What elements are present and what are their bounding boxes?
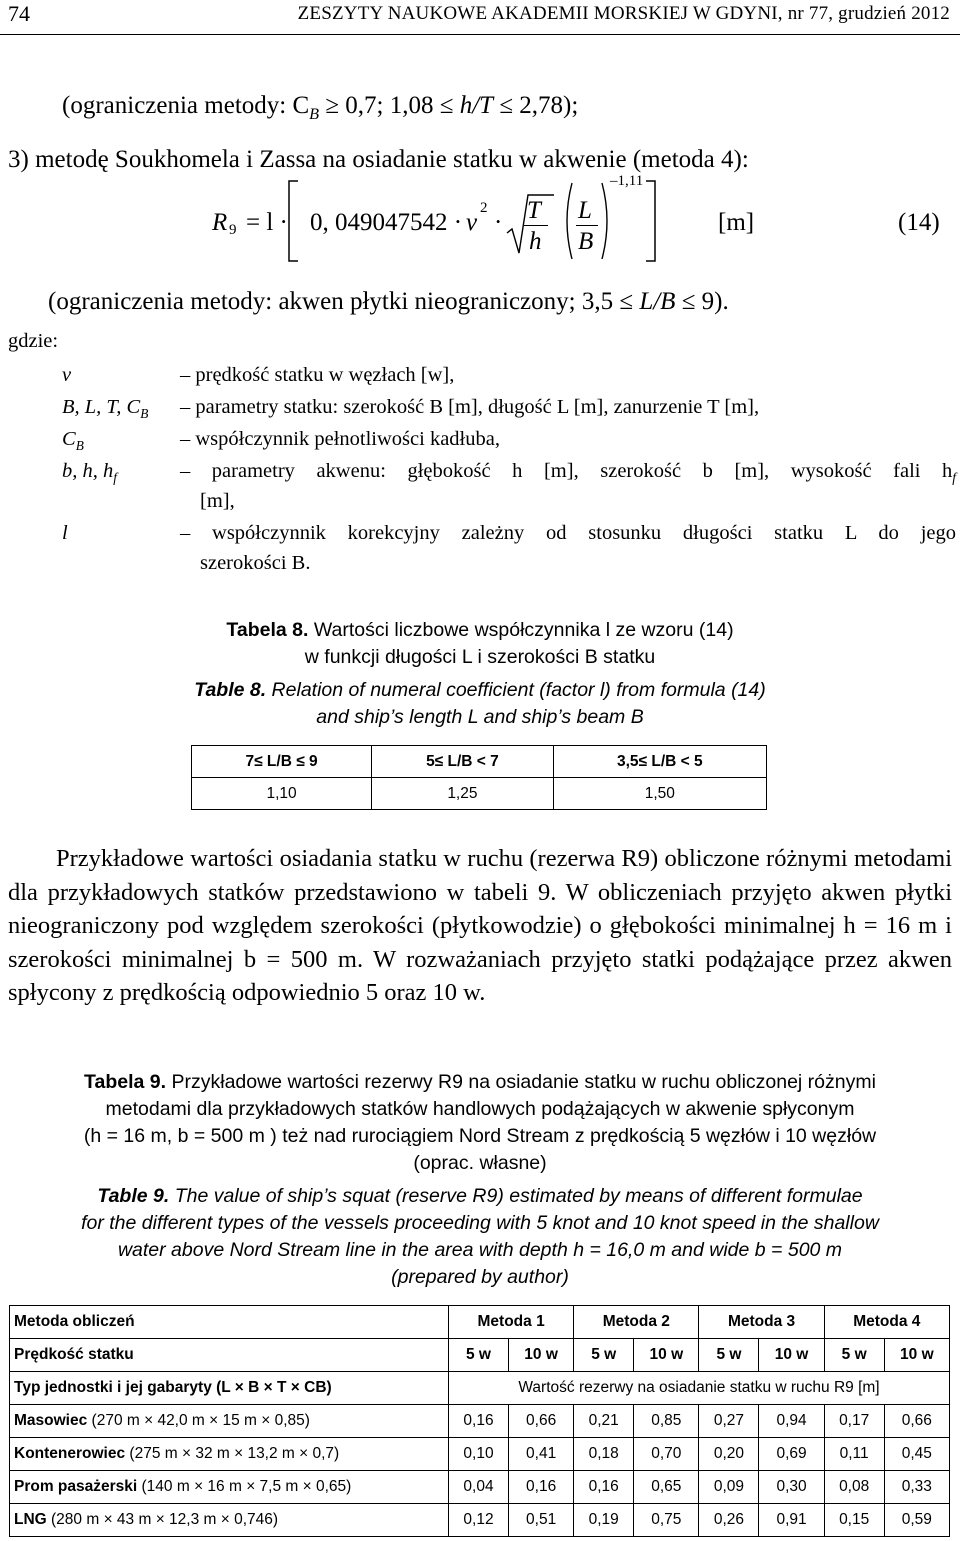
table-header-cell: 10 w [884,1339,949,1372]
formula-lhs-sub: 9 [229,222,237,238]
def-symbol: l [62,522,68,544]
table-cell: 0,51 [508,1504,573,1537]
table8-caption-en-2: and ship’s length L and ship’s beam B [316,706,644,728]
table-cell: 0,27 [699,1405,759,1438]
ratio-denominator: B [578,228,594,255]
table-cell: 0,15 [824,1504,884,1537]
table-cell: 0,69 [759,1438,824,1471]
table-cell: 0,70 [634,1438,699,1471]
table9-caption-pl-4: (oprac. własne) [413,1152,547,1174]
table-header-cell: 5 w [574,1339,634,1372]
table-header-cell: 3,5≤ L/B < 5 [553,746,766,778]
right-paren [600,181,614,261]
table-header-cell: Metoda 4 [824,1306,949,1339]
table-header-cell: Prędkość statku [10,1339,449,1372]
table-cell: 0,10 [449,1438,509,1471]
table-cell: 0,19 [574,1504,634,1537]
constraints-text: (ograniczenia metody: C [62,92,310,119]
table-header-cell: Typ jednostki i jej gabaryty (L × B × T × CB) [10,1372,449,1405]
def-description: – prędkość statku w węzłach [w], [180,364,455,386]
sqrt-fraction-bar [524,225,548,226]
constraints-text: ≤ 2,78); [493,92,579,119]
method-4-intro: 3) metodę Soukhomela i Zassa na osiadanie statku w akwenie (metoda 4): [8,146,749,173]
sqrt-denominator: h [529,228,542,255]
table-row [10,1438,950,1471]
table-9 [9,1305,950,1537]
gdzie-label: gdzie: [8,330,59,352]
lb-ratio: L/B [639,288,676,315]
table-cell: 0,16 [449,1405,509,1438]
table-header-cell: 5 w [824,1339,884,1372]
table8-caption-pl-1: Tabela 8. Wartości liczbowe współczynnika l ze wzoru (14) [226,619,734,641]
def-description: – parametry akwenu: głębokość h [m], szerokość b [m], wysokość fali $h_f$ [180,460,956,486]
table-row-label: Prom pasażerski (140 m × 16 m × 7,5 m × 0,65) [10,1471,449,1504]
table9-caption-pl-2: metodami dla przykładowych statków handlowych podążających w akwenie spłyconym [105,1098,855,1120]
constraints-text: (ograniczenia metody: akwen płytki nieograniczony; 3,5 ≤ [48,288,640,315]
formula-v: v [466,209,478,236]
table-header-row [192,746,767,778]
table-row [192,778,767,810]
table-row [10,1504,950,1537]
table-row [10,1405,950,1438]
def-symbol: B, L, T, $C_B$ [62,396,149,422]
table-row-label: Masowiec (270 m × 42,0 m × 15 m × 0,85) [10,1405,449,1438]
formula-v-exp: 2 [480,200,488,216]
table-cell: 0,16 [574,1471,634,1504]
table9-caption-en-2: for the different types of the vessels proceeding with 5 knot and 10 knot speed in the shallow [81,1212,879,1234]
table-cell: 0,04 [449,1471,509,1504]
table-header-cell: Wartość rezerwy na osiadanie statku w ruchu R9 [m] [449,1372,950,1405]
table-cell: 1,50 [553,778,766,810]
constraints-line-1 [62,92,578,124]
table8-caption-en-1: Table 8. Relation of numeral coefficient (factor l) from formula (14) [194,679,766,701]
def-description: – parametry statku: szerokość B [m], długość L [m], zanurzenie T [m], [180,396,760,418]
table-cell: 0,45 [884,1438,949,1471]
table9-caption-en-4: (prepared by author) [391,1266,569,1288]
formula-equals: = l · [246,209,288,236]
table-cell: 0,85 [634,1405,699,1438]
table-cell: 0,18 [574,1438,634,1471]
constraints-text: ≤ 9). [675,288,729,315]
definitions-block [0,326,960,576]
ratio-numerator: L [578,197,592,224]
table-cell: 1,25 [372,778,553,810]
table-header-cell: 5 w [699,1339,759,1372]
table-cell: 0,11 [824,1438,884,1471]
table-row-label: LNG (280 m × 43 m × 12,3 m × 0,746) [10,1504,449,1537]
def-symbol: v [62,364,72,386]
sqrt-numerator: T [527,197,541,224]
table-cell: 0,21 [574,1405,634,1438]
table-header-cell: 5≤ L/B < 7 [372,746,553,778]
table-cell: 0,41 [508,1438,573,1471]
table-cell: 0,66 [884,1405,949,1438]
left-paren [560,181,574,261]
table-cell: 0,09 [699,1471,759,1504]
formula-unit: [m] [718,209,755,236]
table-header-cell: 10 w [759,1339,824,1372]
table-header-cell: Metoda 3 [699,1306,824,1339]
def-description: – współczynnik pełnotliwości kadłuba, [180,428,500,450]
journal-title: ZESZYTY NAUKOWE AKADEMII MORSKIEJ W GDYNI, nr 77, grudzień 2012 [297,3,950,24]
table-row [10,1471,950,1504]
table-cell: 0,30 [759,1471,824,1504]
table-header-cell: 10 w [508,1339,573,1372]
table9-caption-pl-3: (h = 16 m, b = 500 m ) też nad rurociągiem Nord Stream z prędkością 5 węzłów i 10 węzłów [83,1125,877,1147]
def-symbol: $C_B$ [62,428,84,454]
def-symbol: b, h, $h_f$ [62,460,117,486]
page-number: 74 [8,1,30,26]
def-description-cont: szerokości B. [200,552,311,574]
def-description-cont: [m], [200,490,235,512]
table-header-cell: 5 w [449,1339,509,1372]
table-header-cell: 10 w [634,1339,699,1372]
table9-caption-en-1: Table 9. The value of ship’s squat (reserve R9) estimated by means of different formulae [97,1185,863,1207]
table-cell: 0,12 [449,1504,509,1537]
table-cell: 0,20 [699,1438,759,1471]
table8-caption-pl-2: w funkcji długości L i szerokości B statku [304,646,656,668]
table-row-label: Kontenerowiec (275 m × 32 m × 13,2 m × 0,7) [10,1438,449,1471]
table-cell: 0,59 [884,1504,949,1537]
table-cell: 0,16 [508,1471,573,1504]
constraints-text: ≥ 0,7; 1,08 ≤ [319,92,460,119]
table-cell: 0,65 [634,1471,699,1504]
cb-subscript: B [309,105,320,123]
table-header-row [10,1339,950,1372]
table-cell: 0,17 [824,1405,884,1438]
table-header-row [10,1306,950,1339]
table9-caption-pl-1: Tabela 9. Przykładowe wartości rezerwy R9 na osiadanie statku w ruchu obliczonej różnymi [84,1071,876,1093]
formula-dot: · [494,209,503,236]
table9-caption-en-3: water above Nord Stream line in the area with depth h = 16,0 m and wide b = 500 m [117,1239,843,1261]
body-paragraph: Przykładowe wartości osiadania statku w ruchu (rezerwa R9) obliczone różnymi metodami dla przykładowych statków przedstawiono w tabeli 9. W obliczeniach przyjęto akwen płytki nieograniczony pod względem szerokości (płytkowodzie) o głębokości minimalnej h = 16 m i szerokości minimalnej b = 500 m. W rozważaniach przyjęto statki podążające przez akwen spłycony z prędkością odpowiednio 5 oraz 10 w. [8,845,952,1006]
table-cell: 1,10 [192,778,372,810]
table-cell: 0,66 [508,1405,573,1438]
ht-ratio: h/T [459,92,494,119]
ratio-fraction-bar [576,225,598,226]
table-cell: 0,91 [759,1504,824,1537]
table-cell: 0,33 [884,1471,949,1504]
table-header-cell: Metoda obliczeń [10,1306,449,1339]
table-header-cell: Metoda 1 [449,1306,574,1339]
formula-lhs: R [212,209,228,236]
table-header-cell: Metoda 2 [574,1306,699,1339]
table-header-row [10,1372,950,1405]
table-cell: 0,94 [759,1405,824,1438]
formula-number: (14) [898,209,940,236]
right-bracket [644,179,658,263]
formula-14 [0,175,960,270]
table-8 [191,745,767,810]
table-header-cell: 7≤ L/B ≤ 9 [192,746,372,778]
table-cell: 0,75 [634,1504,699,1537]
page-header [0,0,960,35]
def-description: – współczynnik korekcyjny zależny od stosunku długości statku L do jego [180,522,956,544]
table-cell: 0,08 [824,1471,884,1504]
formula-exponent: –1,11 [610,173,644,189]
table-cell: 0,26 [699,1504,759,1537]
formula-coefficient: 0, 049047542 · [310,209,463,236]
left-bracket [286,179,300,263]
constraints-line-2 [48,288,729,316]
